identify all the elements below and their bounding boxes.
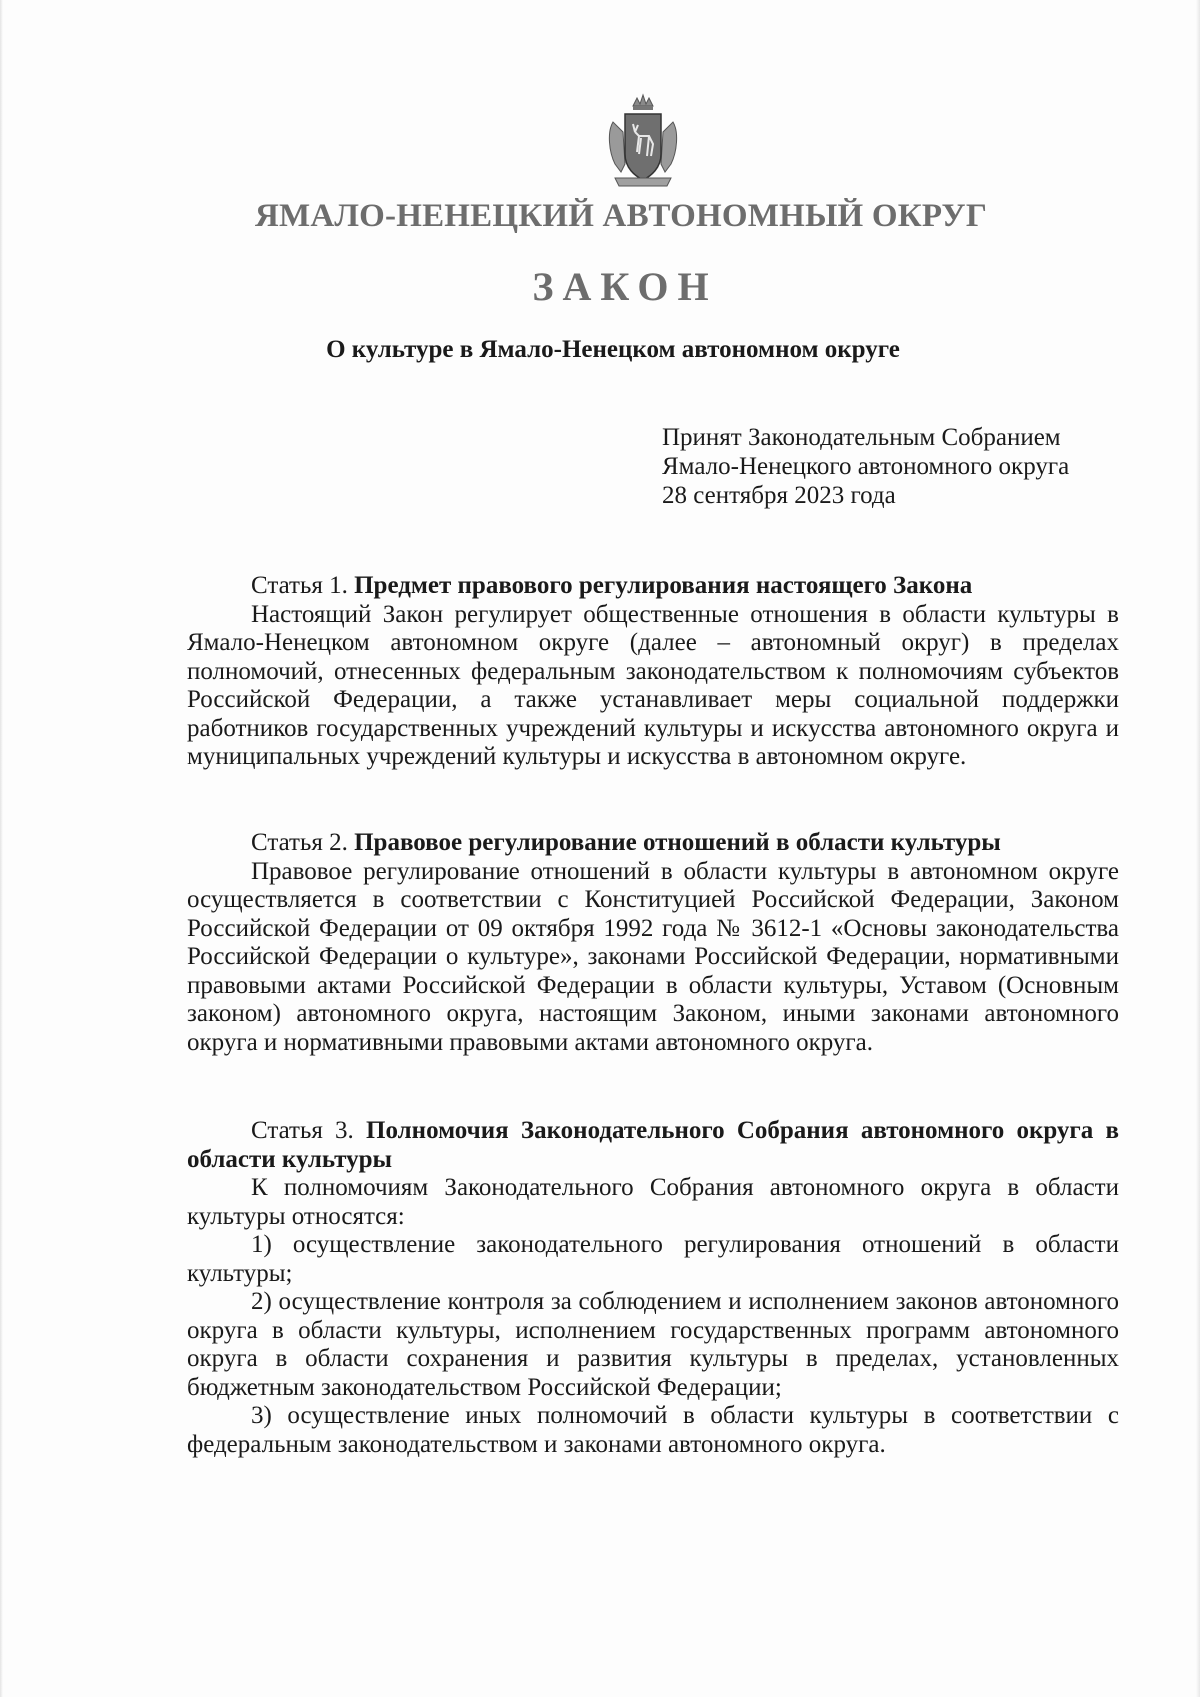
adoption-date: 28 сентября 2023 года: [662, 482, 896, 509]
article-title: Правовое регулирование отношений в области культуры: [354, 829, 1001, 856]
region-title: ЯМАЛО-НЕНЕЦКИЙ АВТОНОМНЫЙ ОКРУГ: [254, 198, 988, 234]
article-paragraph: К полномочиям Законодательного Собрания автономного округа в области культуры относятся:: [187, 1174, 1119, 1230]
article-title: Предмет правового регулирования настоящего Закона: [354, 572, 973, 599]
adoption-line-1: Принят Законодательным Собранием: [662, 424, 1061, 451]
article-item-3: 3) осуществление иных полномочий в области культуры в соответствии с федеральным законодательством и законами автономного округа.: [187, 1402, 1119, 1458]
article-heading: [187, 572, 1119, 601]
scan-edge-right: [1196, 0, 1200, 1697]
adoption-block: [662, 423, 1132, 510]
document-subject: О культуре в Ямало-Ненецком автономном округе: [326, 336, 900, 363]
article-number: Статья 3.: [251, 1117, 354, 1144]
article-item-1: 1) осуществление законодательного регулирования отношений в области культуры;: [187, 1231, 1119, 1287]
article-heading: [187, 829, 1119, 858]
article-heading: [187, 1117, 1119, 1174]
scan-edge-left: [0, 0, 3, 1697]
article-number: Статья 2.: [251, 829, 348, 856]
document-type: ЗАКОН: [532, 264, 718, 309]
article-2: [187, 829, 1119, 1057]
article-title: Полномочия Законодательного Собрания автономного округа в области культуры: [187, 1117, 1119, 1173]
article-paragraph: Правовое регулирование отношений в области культуры в автономном округе осуществляется в соответствии с Конституцией Российской Федерации, Законом Российской Федерации от 09 октября 1992 года № 3612-1 «Основы законодательства Российской Федерации о культуре», законами Российской Федерации, нормативными правовыми актами Российской Федерации в области культуры, Уставом (Основным законом) автономного округа, настоящим Законом, иными законами автономного округа и нормативными правовыми актами автономного округа.: [187, 857, 1119, 1056]
coat-of-arms-icon: [603, 92, 683, 192]
article-item-2: 2) осуществление контроля за соблюдением и исполнением законов автономного округа в области культуры, исполнением государственных программ автономного округа в области сохранения и развития культуры в пределах, установленных бюджетным законодательством Российской Федерации;: [187, 1288, 1119, 1401]
article-paragraph: Настоящий Закон регулирует общественные отношения в области культуры в Ямало-Ненецком автономном округе (далее – автономный округ) в пределах полномочий, отнесенных федеральным законодательством к полномочиям субъектов Российской Федерации, а также устанавливает меры социальной поддержки работников государственных учреждений культуры и искусства автономного округа и муниципальных учреждений культуры и искусства в автономном округе.: [187, 600, 1119, 770]
adoption-line-2: Ямало-Ненецкого автономного округа: [662, 453, 1070, 480]
article-1: [187, 572, 1119, 772]
article-number: Статья 1.: [251, 572, 348, 599]
article-3: [187, 1117, 1119, 1459]
